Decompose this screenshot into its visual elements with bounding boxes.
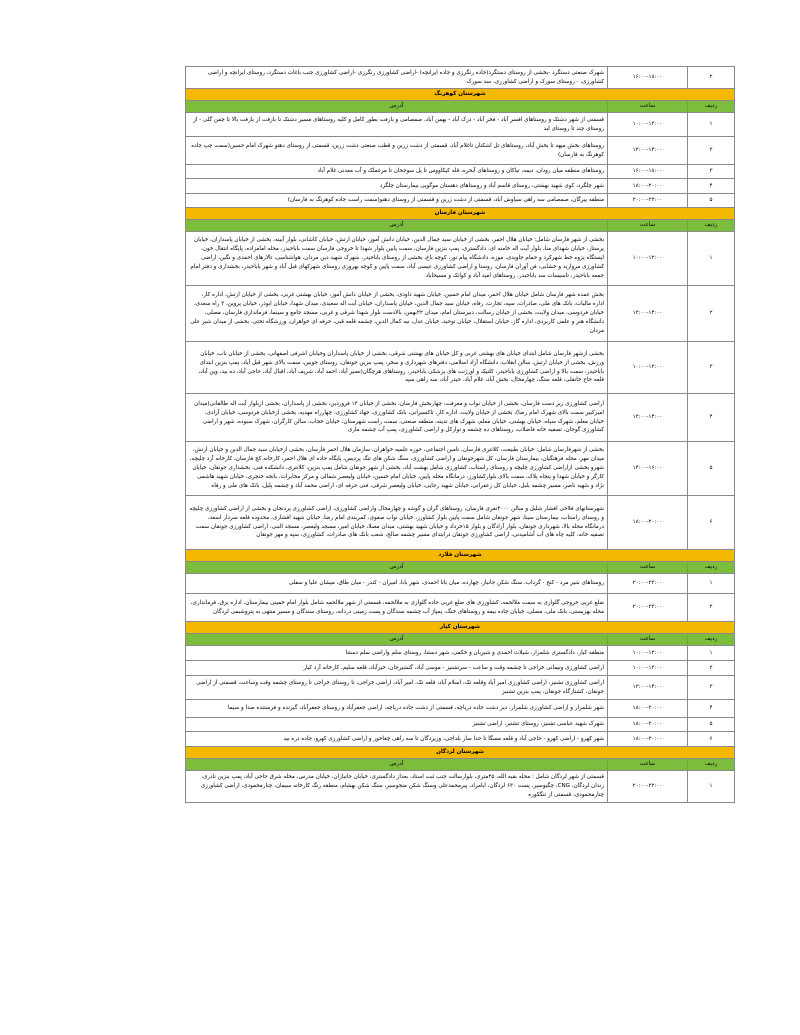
county-header-row (186, 208, 735, 220)
time-range: ۱۴:۰۰-۱۶:۰۰ (608, 442, 688, 496)
row-number: ۱ (688, 771, 735, 803)
time-range: ۱۰:۰۰-۱۲:۰۰ (608, 646, 688, 661)
affected-areas: اراضی کشاورزی ونیمانی خراجی تا چشمه وقت و ساعت - سرتشنیز - موسی آباد، گنشیرجان، خیرآباد، قلعه سلیم، کارخانه آرد کیار (186, 661, 608, 676)
county-name: شهرستان کیار (186, 622, 735, 634)
table-row (186, 771, 735, 803)
affected-areas: بخشی از شهر فارسان شامل: خیابان هلال احمر، بخشی از خیابان سید جمال الدین، خیابان دانش آموز، خیابان ارتش، خیابان کاشانی، بلوار آبینه، بخشی از خیابان پاسداران، خیابان پرستار، خیابان شهدای منا، بلوار آیت اله خامنه ای، دادگستری، پمپ بنزین فارسان، سمت پایین بلوار شهدا تا خروجی فارسان سمت باباحیدر، محله امامزاده، پایگاه انتقال خون، ایستگاه پژوه خط شهرکرد و حمام جاویدی، موزه، دادشگاه پیام نور، کوچه باغ، بخشی از روستای باباحیدر، شهرک شهید دین مردان، هواشناسی، تالارهای احمدی و نگین، اراضی کشاورزی مروارید و خشایی، فن آوران فارسان، روستا و اراضی کشاورزی عیسی آباد، سمت پایین و کوچه بهروزی روستای شهرکهای قبل آباد و شهر باباحیدر، بخشداری و دفتر امام جمعه باباحیدر، تاسیسات سد باباحیدر، روستاهای امید آباد و کوانک و مسیحاباد (186, 232, 608, 286)
column-header-time: ساعت (608, 562, 688, 574)
column-header-address: آدرس (186, 562, 608, 574)
table-row (186, 646, 735, 661)
table-row (186, 179, 735, 194)
table-row (186, 700, 735, 718)
row-number: ۱ (688, 232, 735, 286)
time-range: ۱۰:۰۰-۱۲:۰۰ (608, 661, 688, 676)
column-header-row (186, 101, 735, 113)
county-header-row (186, 89, 735, 101)
column-header-row (186, 634, 735, 646)
time-range: ۱۸:۰۰-۲۰:۰۰ (608, 496, 688, 550)
time-range: ۱۸:۰۰-۲۰:۰۰ (608, 179, 688, 194)
column-header-row-label: ردیف (688, 759, 735, 771)
county-header-row (186, 622, 735, 634)
table-row (186, 732, 735, 747)
column-header-row-label: ردیف (688, 562, 735, 574)
affected-areas: شهر کهرو - اراضی کهرو - حاجی آباد و قلعه مسگا تا حدا ساز بلداجی، وزیردگان تا سه راهی چغاخور و اراضی کشاورزی کهرو، جاده دره بید (186, 732, 608, 747)
affected-areas: روستاهای منطقه میان رودان، دیمه، تیاکان و روستاهای آبحره، قله کیکاووس تا پل سوجحان تا مرغملک و آب معدنی غلام آباد (186, 165, 608, 179)
affected-areas: شهر چلگرد، کوی شهید بهشتی، روستای قاسم آباد و روستاهای دهستان موگویی بیمارستان چلگرد (186, 179, 608, 194)
affected-areas: قسمتی از شهر لردگان شامل : محله بقیه الله، ۴۵متری، بلوارسالت جنب ثبت اسناد، بعداز دادگستری، خیابان جانبازان، خیابان مدرس، محله شرق حاجی آباد، پمپ بنزین نادری، زندان لردگان، CNG، چگیوسیر، پست ۶۳۰ لردگان، ابامراد، پیرمحمدعلی وسنگ شکن منجوسیر، سنگ شکن بهشام، منطقه رنگ کارخانه سیمان، چنارمحمودی، اراضی کشاورزی چنارمحمودی، قسمتی از تنگکوره (186, 771, 608, 803)
column-header-row (186, 220, 735, 232)
table-row (186, 342, 735, 394)
row-number: ۲ (688, 286, 735, 342)
table-row (186, 574, 735, 594)
affected-areas: شهرستانهای فلاحی افشار شلیل و سالن ۴۰۰۰نفری فارسان، روستاهای گران و گوشه و چهارمحال واراضی کشاورزی، اراضی کشاورزی پردنجان و بخشی از اراضی کشاورزی چلیچه و روستای راستاب، بیمارستان سینا، شهر جونقان شامل سمت پایین بلوار کشاورز، خیابان نواب صفوی، کمربندی امام رضا، خیابان شهید افشاری، محدوده قلعه سردار اسعد، درمانگاه محله بالا، شهرداری جونقان، بلوار آزادگان و بلوار ۱۵خرداد و خیابان شهید بهشتی، میدان مصلا، خیابان امیر، مسجد ولیعصر، مسجد النبی، اراضی کشاورزی جونقان سمت تصفیه خانه، کلیه چاه های آب آشامیدنی، اراضی کشاورزی جونقان درابتدای مسیر چشمه صالح، شعب بانک های صادرات، کشاورزی، سپه و مهر جونقان (186, 496, 608, 550)
county-name: شهرستان فلارد (186, 550, 735, 562)
row-number: ۱ (688, 574, 735, 594)
affected-areas: شهرک صنعتی دستگرد -بخشی از روستای دستگرد(جاده رنگرزی و جاده ایرانچه) -اراضی کشاورزی رنگرزی -اراضی کشاورزی جنب باغات دستگرد، روستای ایرانچه و اراضی کشاورزی، - روستای سورک و اراضی کشاورزی، سد سورک (186, 67, 608, 89)
table-row (186, 442, 735, 496)
affected-areas: روستاهای بخش میهه تا بخش آباد، روستاهای تل اشکنان تاغلام آباد، قسمتی از دشت زرین و قطب صنعتی دشت زرین، قسمتی از روستای دهنو شهرک امام حسین(سمت چپ جاده کوهرنگ به فارسان) (186, 137, 608, 165)
table-row (186, 496, 735, 550)
time-range: ۱۰:۰۰-۱۲:۰۰ (608, 342, 688, 394)
table-row (186, 594, 735, 622)
column-header-address: آدرس (186, 634, 608, 646)
row-number: ۱ (688, 646, 735, 661)
column-header-time: ساعت (608, 220, 688, 232)
affected-areas: منطقه بیرگان، صمصامی سه راهی سیاوش آباد، قسمتی از دشت زرین و قسمتی از روستای دهنو(سمت راست جاده کوهرنگ به فارسان) (186, 194, 608, 208)
row-number: ۳ (688, 676, 735, 700)
time-range: ۱۲:۰۰-۱۴:۰۰ (608, 137, 688, 165)
county-name: شهرستان کوهرنگ (186, 89, 735, 101)
affected-areas: روستاهای شیر مرد - کنج - گرداب، سنگ شکن جانباز، چهارده، میان بانا احمدی، شهر بابا، امیران - کندر - میان طاق، میشان علیا و سفلی (186, 574, 608, 594)
time-range: ۲۰:۰۰-۲۲:۰۰ (608, 574, 688, 594)
row-number: ۵ (688, 442, 735, 496)
row-number: ۲ (688, 594, 735, 622)
table-row (186, 394, 735, 442)
row-number: ۴ (688, 700, 735, 718)
row-number: ۲ (688, 67, 735, 89)
table-row (186, 194, 735, 208)
outage-schedule-table (185, 66, 735, 803)
row-number: ۳ (688, 165, 735, 179)
row-number: ۶ (688, 496, 735, 550)
row-number: ۲ (688, 137, 735, 165)
county-name: شهرستان فارسان (186, 208, 735, 220)
affected-areas: بخشی از شهرفارسان شامل: خیابان طبیعت، کلانتری فارسان، تامین اجتماعی، حوزه علمیه خواهران، سازمان هلال احمر فارسان، بخشی ازخیابان سید جمال الدین و خیابان ارتش، میدان مهر، محله فرهنگیان، بیمارستان فارسان، کل شهرجونقان و اراضی کشاورزی، سنگ شکن های تنگ پردیس، پایگاه جاده ای هلال احمر، کارخانه کچ فارسان، کارخانه آرد چلیچه، شهرو بخشی ازاراضی کشاورزی چلیچه و روستای راستاب، کشاورزی شامل بهشت آباد، بخشی از شهر جونقان شامل پمپ بنزین، کلانتری، دانشکده فنی، بخشداری جونقان، خیابان کارگر و خیابان شهدا و پنجاه پلاک، سمت بالای بلوارکشاورز، درمانگاه محله پایین، خیابان امام حسین، خیابان ولیعصر شمالی و مرکز مخابرات، بانجه خنجری، خیابان شهید هاشمی نژاد و شهید ناصر، مسیر چشمه بلبل، خیابان کل زعفرانی، خیابان شهید رجایی، خیابان ولیعصر شرقی، فنی حرفه ای، اراضی محمد آباد و چشمه پلیل، بانک های ملی و رفاه (186, 442, 608, 496)
affected-areas: اراضی کشاورزی زیر دست فارسان، بخشی از خیابان نواب و معرفت، چهاربخش فارسان، بخشی از خیابان ۱۲ فروردین، بخشی از پاسداران، بخشی ازبلوار آیت اله طالقانی(میدان امیرکبیر سمت بالای شهرک امام رضا)، بخشی از خیابان ولایت، اداره کار، تاکسیرانی، بانک کشاورزی، جهاد کشاورزی، چهارراه مهدیه، بخشی ازخیابان فردوسی، خیابان آزادی، خیابان معلم، شهرک سپاه، خیابان بهشتی، خیابان معلم، شهرک های تدینه، منطقه صنعتی، سمت راست شهرستان، خیابان خجاب، سالن کارگران، شهرک سبوده، شهر و اراضی کشاورزی گوجان، تصفیه خانه فاضلاب، روستاهای ده چشمه و نوارکل و اراضی کشاورزی، پمپ آب چشمه ماری (186, 394, 608, 442)
row-number: ۶ (688, 732, 735, 747)
row-number: ۵ (688, 718, 735, 732)
row-number: ۱ (688, 113, 735, 137)
time-range: ۱۶:۰۰-۱۸:۰۰ (608, 165, 688, 179)
column-header-time: ساعت (608, 101, 688, 113)
time-range: ۲۰:۰۰-۲۲:۰۰ (608, 194, 688, 208)
affected-areas: قسمتی از شهر دشتک و روستاهای افسر آباد - فخر آباد - دزک آباد - بهمن آباد، صمصامی و بازفت بطور کامل و کلیه روستاهای مسیر دشتک تا بازفت از بازفت بالا تا چمن گلی - از روستای چند تا روستای لبد (186, 113, 608, 137)
row-number: ۵ (688, 194, 735, 208)
row-number: ۳ (688, 342, 735, 394)
column-header-time: ساعت (608, 634, 688, 646)
row-number: ۴ (688, 394, 735, 442)
table-row (186, 676, 735, 700)
column-header-time: ساعت (608, 759, 688, 771)
affected-areas: شهر شلمزار و اراضی کشاورزی شلمزار، دیز دشت جاده دریاچه، قسمتی از دشت جاده دریاچه، اراضی جعفرآباد و روستای جعفرآباد، گیرنده و فرستنده صدا و سیما (186, 700, 608, 718)
affected-areas: منطقه کیار، دادگستری شلمزار، شیلات احمدی و شیربان و خکمی، شهر دستنا، روستای سلم واراضی سلم دستنا (186, 646, 608, 661)
county-header-row (186, 747, 735, 759)
column-header-row-label: ردیف (688, 220, 735, 232)
time-range: ۲۰:۰۰-۲۲:۰۰ (608, 594, 688, 622)
affected-areas: بخشی ازشهر فارسان شامل ابتدای خیابان های بهشتی غربی و کل خیابان های بهشتی شرقی، بخشی از خیابان پاسداران وخیابان اشرفی اصفهانی، بخشی از خیابان ناب، خیابان ورزش، بخشی از خیابان ارتش، سالن انقلاب، دانشگاه آزاد اسلامی، دفترهای شهرداری و سحر، پمپ بنزین جونقان، روستای جوبین، سمت بالای شهر قبل آباد، پمپ بنزین ابتدای باباحیدر، سمت بالا و اراضی کشاورزی باباحیدر، کلنیک و اورژنت های پزشکی باباحیدر، روستاهای هرچگان(نصیر آباد، احمد آباد، شریف آباد، اقبال آباد، حاجی آباد، ده بید، وین آباد، قلعه حاج خانقلی، قلعه سنگ، چهارمحال، بخش آباد، غلام آباد، حیدر آباد، سه راهی سپه (186, 342, 608, 394)
table-row (186, 232, 735, 286)
table-row (186, 67, 735, 89)
time-range: ۱۲:۰۰-۱۴:۰۰ (608, 286, 688, 342)
column-header-row (186, 759, 735, 771)
table-row (186, 286, 735, 342)
affected-areas: شهرک شهید عباسی تشنیز، روستای تشنیز، اراضی تشنیز (186, 718, 608, 732)
row-number: ۲ (688, 661, 735, 676)
time-range: ۱۲:۰۰-۱۴:۰۰ (608, 676, 688, 700)
time-range: ۱۸:۰۰-۲۰:۰۰ (608, 732, 688, 747)
row-number: ۴ (688, 179, 735, 194)
county-header-row (186, 550, 735, 562)
affected-areas: بخش عمده شهر فارسان شامل خیابان هلال احمر، میدان امام حسین، خیابان شهید داودی، بخشی از خیابان دانش آموز، خیابان بهشتی غربی، بخشی از خیابان ارتش، اداره کار، اداره مالیات، بانک های ملی، صادرات، سپه، تجارت، رفاه، خیابان سید جمال الدین، خیابان پاسداران، خیابان آیت اله سعیدی، میدان شهدا، خیابان ابوذر، خیابان پروین، ۳ راه سعدی، خیابان فردوسی، میدان ولایت، بخشی از خیابان رسالت، دبیرستان امام، میدان ۲۲بهمن، بالادست بلوار شهدا شرقی و غربی، مسجد جامع و سینما، فرمانداری فارسان، مصلی، دانشگاه هنر و علمی کاربردی، اداره گاز، خیابان استقلال، خیابان توحید، خیابان عدل، نیه کمال الدین، چشمه قلعه قبی، حرفه ای خواهران، ورزشگاه تختی، بخشی از میدان شیر علی مردان (186, 286, 608, 342)
table-row (186, 718, 735, 732)
time-range: ۱۰:۰۰-۱۲:۰۰ (608, 113, 688, 137)
county-name: شهرستان لردگان (186, 747, 735, 759)
column-header-address: آدرس (186, 101, 608, 113)
table-row (186, 165, 735, 179)
time-range: ۱۰:۰۰-۱۲:۰۰ (608, 232, 688, 286)
column-header-row (186, 562, 735, 574)
affected-areas: اراضی کشاورزی تشنیز، اراضی کشاورزی امیر آباد وقلعه تک، اسلام آباد، قلعه تک، امیر آباد، اراضی خراجی، تا روستای خراجی تا روستای چشمه وقت وساعت، قسمتی از اراضی جونقان، کشتارگاه جونقان، پمپ بنزین تشنیز (186, 676, 608, 700)
time-range: ۱۸:۰۰-۲۰:۰۰ (608, 718, 688, 732)
table-row (186, 137, 735, 165)
column-header-address: آدرس (186, 220, 608, 232)
column-header-row-label: ردیف (688, 101, 735, 113)
time-range: ۲۰:۰۰-۲۲:۰۰ (608, 771, 688, 803)
time-range: ۱۸:۰۰-۲۰:۰۰ (608, 700, 688, 718)
time-range: ۱۲:۰۰-۱۴:۰۰ (608, 394, 688, 442)
table-row (186, 113, 735, 137)
column-header-row-label: ردیف (688, 634, 735, 646)
column-header-address: آدرس (186, 759, 608, 771)
table-row (186, 661, 735, 676)
time-range: ۱۶:۰۰-۱۸:۰۰ (608, 67, 688, 89)
affected-areas: ضلع غربی خروجی گلوازی به سمت ملالحمه، کشاورزی های ضلع غربی جاده گلوازی به ملالحمه، قسمتی از شهر ملالحمه شامل بلوار امام خمینی بیمارستان، اداره برق، فرمانداری، محله بهزیستی، بانک ملی، مصلی، خیابان جاده بیمه و روستاهای خنگ، پمپاژ آب چشمه سندگان و پست زمینی دردانه، روستای سندگان و مسیر منتهی به پتروشیمی لردگان (186, 594, 608, 622)
